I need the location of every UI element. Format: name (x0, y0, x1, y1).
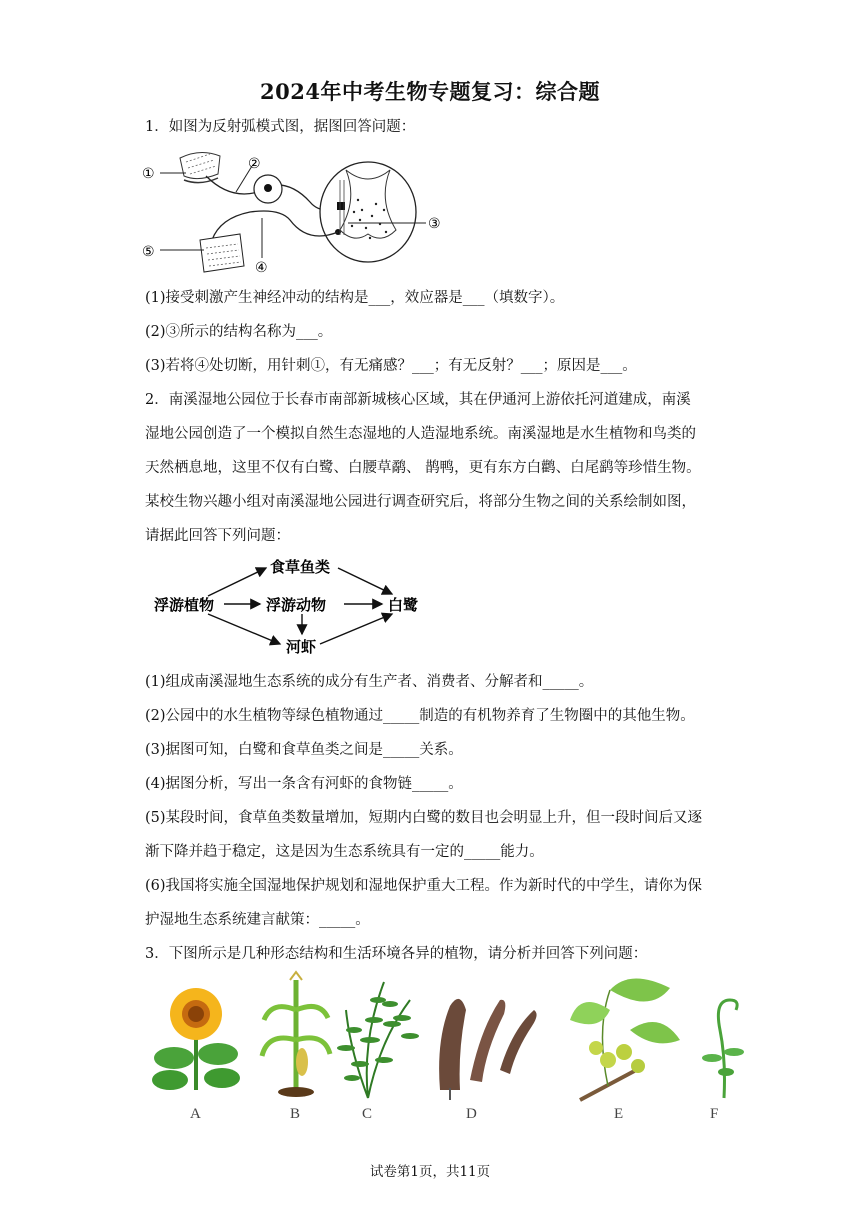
arrow-shrimp-egret (320, 614, 392, 644)
reflex-arc-figure (140, 140, 450, 280)
plant-label-a: A (190, 1106, 201, 1122)
effector-muscle (200, 234, 244, 272)
q2-stem-line-1: 2．南溪湿地公园位于长春市南部新城核心区域，其在伊通河上游依托河道建成，南溪 (145, 392, 691, 408)
spinal-cord (320, 162, 416, 262)
plant-d-seaweed (439, 999, 536, 1100)
q1-sub2: (2)③所示的结构名称为___。 (145, 324, 333, 340)
q2-sub2: (2)公园中的水生植物等绿色植物通过_____制造的有机物养育了生物圈中的其他生物。 (145, 708, 695, 724)
plant-label-c: C (362, 1106, 373, 1122)
q2-stem-line-4: 某校生物兴趣小组对南溪湿地公园进行调查研究后，将部分生物之间的关系绘制如图， (145, 494, 696, 510)
label-5: ⑤ (142, 244, 155, 260)
arrow-fish-egret (338, 568, 392, 594)
q1-sub3: (3)若将④处切断，用针刺①，有无痛感？___；有无反射？___；原因是___。 (145, 358, 637, 374)
q2-sub1: (1)组成南溪湿地生态系统的成分有生产者、消费者、分解者和_____。 (145, 674, 594, 690)
node-herbivore-fish: 食草鱼类 (270, 558, 331, 576)
page-title: 2024年中考生物专题复习：综合题 (260, 79, 600, 104)
q1-sub1: (1)接受刺激产生神经冲动的结构是___，效应器是___（填数字）。 (145, 290, 565, 306)
plant-c-fern (337, 982, 419, 1098)
arrow-plant-shrimp (208, 614, 280, 644)
plants-figure (140, 970, 760, 1130)
label-2: ② (248, 156, 261, 172)
label-3: ③ (428, 216, 441, 232)
plant-label-b: B (290, 1106, 301, 1122)
q2-stem-line-3: 天然栖息地，这里不仅有白鹭、白腰草鹬、 鹊鸭，更有东方白鹳、白尾鹞等珍惜生物。 (145, 460, 701, 476)
arrow-plant-fish (208, 568, 266, 596)
q2-stem-line-5: 请据此回答下列问题： (145, 528, 290, 544)
plant-label-e: E (614, 1106, 624, 1122)
plant-label-d: D (466, 1106, 477, 1122)
node-zooplankton: 浮游动物 (266, 596, 327, 614)
q2-sub5-line-2: 渐下降并趋于稳定，这是因为生态系统具有一定的_____能力。 (145, 844, 544, 860)
q2-sub5-line-1: (5)某段时间，食草鱼类数量增加，短期内白鹭的数目也会明显上升，但一段时间后又逐 (145, 810, 703, 826)
q2-sub4: (4)据图分析，写出一条含有河虾的食物链_____。 (145, 776, 463, 792)
q2-sub6-line-2: 护湿地生态系统建言献策：_____。 (145, 912, 370, 928)
q2-stem-line-2: 湿地公园创造了一个模拟自然生态湿地的人造湿地系统。南溪湿地是水生植物和鸟类的 (145, 426, 696, 442)
label-1: ① (142, 166, 155, 182)
plant-e-ginkgo (570, 978, 680, 1100)
q2-sub6-line-1: (6)我国将实施全国湿地保护规划和湿地保护重大工程。作为新时代的中学生，请你为保 (145, 878, 703, 894)
label-4: ④ (255, 260, 268, 276)
q2-sub3: (3)据图可知，白鹭和食草鱼类之间是_____关系。 (145, 742, 463, 758)
node-producer: 浮游植物 (154, 596, 215, 614)
food-web-figure (148, 552, 448, 660)
receptor-skin (180, 152, 220, 182)
plant-a-sunflower (152, 988, 240, 1090)
node-egret: 白鹭 (388, 596, 419, 614)
page-footer: 试卷第1页，共11页 (369, 1164, 491, 1180)
q3-stem: 3．下图所示是几种形态结构和生活环境各异的植物，请分析并回答下列问题： (145, 946, 648, 962)
plant-f-seedling (702, 1000, 744, 1098)
q1-stem: 1．如图为反射弧模式图，据图回答问题： (145, 119, 416, 135)
plant-b-corn (262, 972, 330, 1097)
plant-label-f: F (710, 1106, 719, 1122)
node-shrimp: 河虾 (286, 638, 317, 656)
